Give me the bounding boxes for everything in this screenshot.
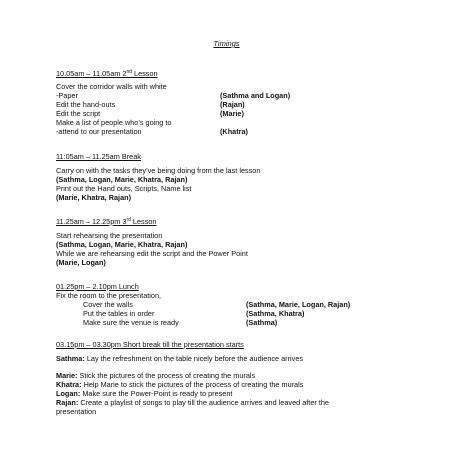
assignee: (Sathma) [246, 318, 278, 327]
section-heading-lunch: 01.25pm – 2.10pm Lunch [56, 282, 139, 291]
task-line: Make a list of people who’s going to [56, 118, 172, 127]
person-name: Logan: [56, 389, 81, 398]
task-line [56, 371, 255, 380]
task-text: Stick the pictures of the process of creating the murals [77, 371, 256, 380]
page-title: Timings [213, 39, 240, 48]
task-line [56, 354, 303, 363]
assignee: (Marie) [220, 109, 244, 118]
task-line: Edit the hand-outs [56, 100, 116, 109]
assignee: (Rajan) [220, 100, 245, 109]
task-line: Edit the script [56, 109, 101, 118]
task-text: Help Marie to stick the pictures of the process of creating the murals [81, 380, 304, 389]
task-line: presentation [56, 407, 97, 416]
assignee: (Sathma, Logan, Marie, Khatra, Rajan) [56, 240, 188, 249]
person-name: Marie: [56, 371, 78, 380]
task-line: Make sure the venue is ready [83, 318, 179, 327]
task-line: Put the tables in order [83, 309, 155, 318]
task-line [56, 398, 329, 407]
task-line [56, 380, 303, 389]
heading-sup: nd [126, 69, 133, 75]
task-text: Create a playlist of songs to play till the audience arrives and leaved after the [78, 398, 329, 407]
task-line: -Paper [56, 91, 78, 100]
task-line: Cover the walls [83, 300, 133, 309]
section-heading-break: 11:05am – 11.25am Break [56, 152, 141, 161]
task-line: -attend to our presentation [56, 127, 142, 136]
person-name: Sathma: [56, 354, 85, 363]
task-text: Make sure the Power-Point is ready to present [80, 389, 233, 398]
assignee: (Sathma, Khatra) [246, 309, 305, 318]
heading-text-end: Lesson [132, 69, 158, 78]
task-line: Start rehearsing the presentation [56, 231, 163, 240]
heading-text-end: Lesson [130, 217, 157, 226]
section-heading-3rd-lesson [56, 216, 156, 226]
assignee: (Marie, Logan) [56, 258, 106, 267]
task-line: Carry on with the tasks they’ve being doing from the last lesson [56, 166, 261, 175]
task-line: Fix the room to the presentation, [56, 291, 162, 300]
assignee: (Khatra) [220, 127, 248, 136]
task-line: Print out the Hand outs, Scripts, Name list [56, 184, 192, 193]
heading-text: 10.05am – 11.05am 2 [56, 69, 127, 78]
task-line: While we are rehearsing edit the script and the Power Point [56, 249, 248, 258]
task-text: Lay the refreshment on the table nicely before the audience arrives [84, 354, 304, 363]
task-line [56, 389, 232, 398]
person-name: Khatra: [56, 380, 82, 389]
assignee: (Sathma, Logan, Marie, Khatra, Rajan) [56, 175, 188, 184]
assignee: (Sathma and Logan) [220, 91, 291, 100]
person-name: Rajan: [56, 398, 79, 407]
assignee: (Sathma, Marie, Logan, Rajan) [246, 300, 351, 309]
assignee: (Marie, Khatra, Rajan) [56, 193, 132, 202]
section-heading-short-break: 03.15pm – 03.30pm Short break till the presentation starts [56, 340, 244, 349]
section-heading-2nd-lesson [56, 68, 158, 78]
task-line: Cover the corridor walls with white [56, 82, 167, 91]
heading-text: 11.25am – 12.25pm 3 [56, 217, 127, 226]
heading-sup: rd [126, 217, 131, 223]
